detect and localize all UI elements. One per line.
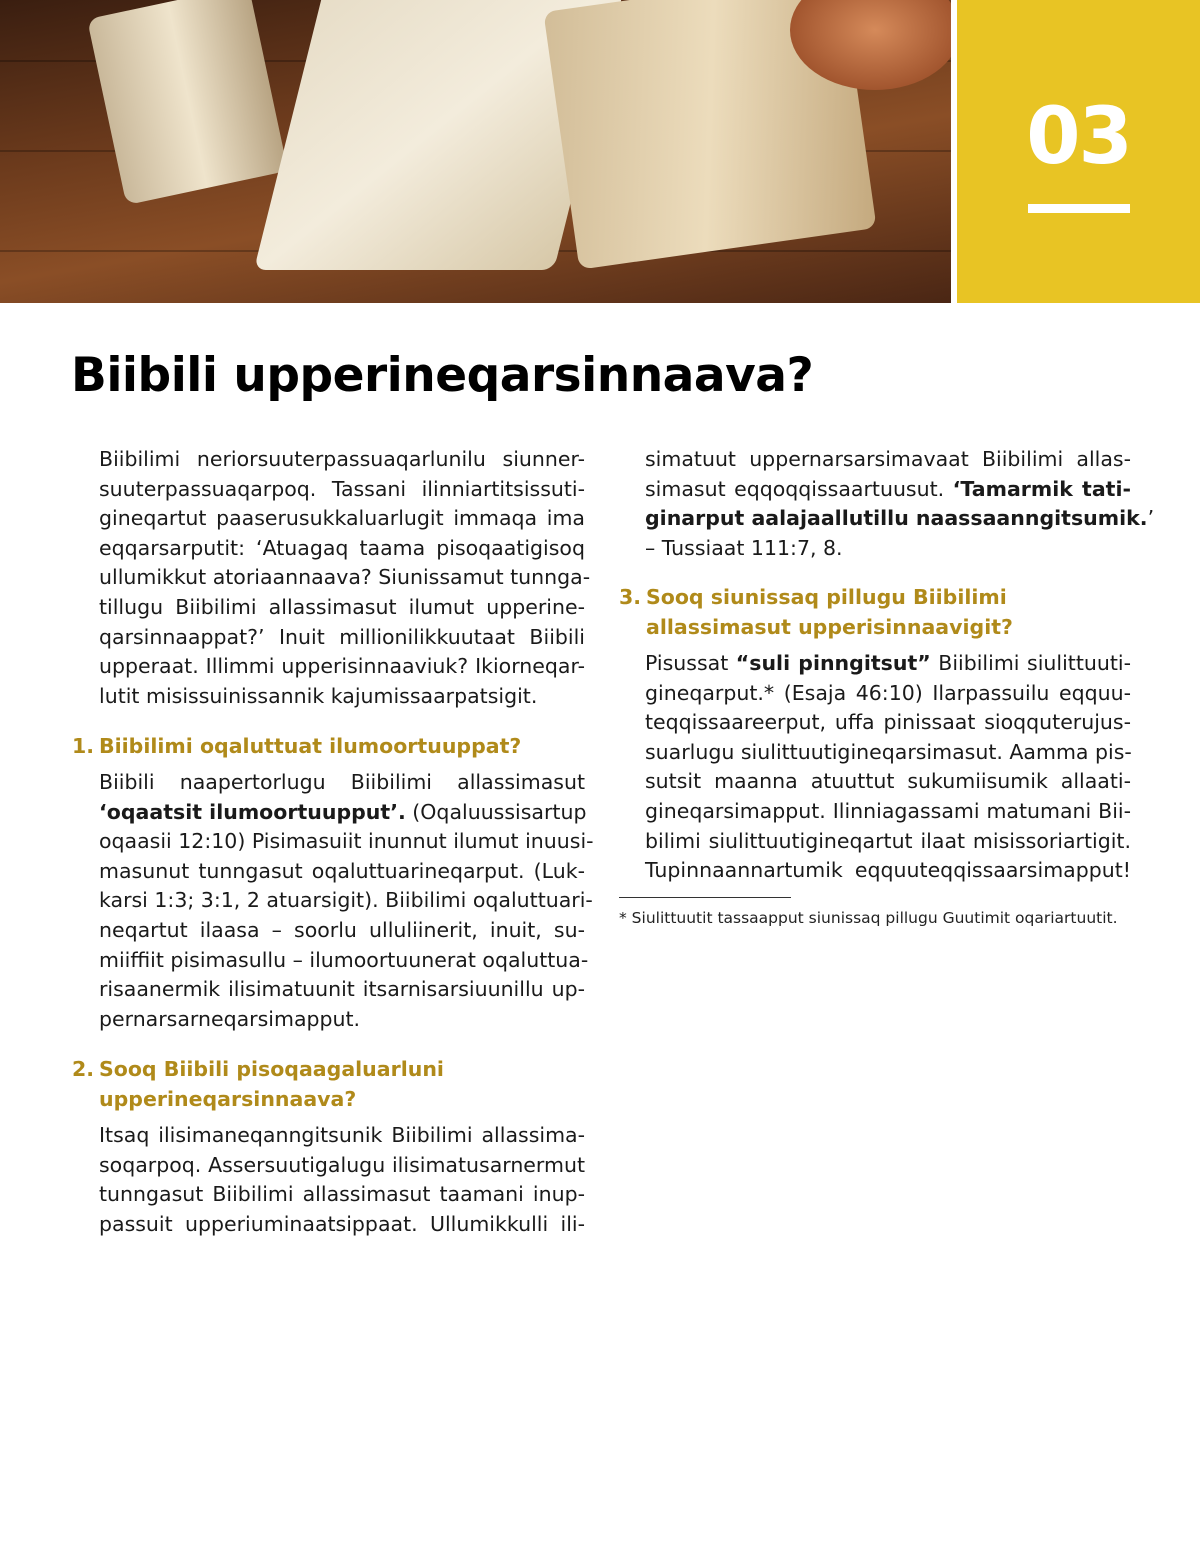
header-image-scrolls xyxy=(0,0,951,303)
intro-paragraph xyxy=(99,445,591,711)
text-line: sutsit maanna atuuttut sukumiisumik allaati- xyxy=(645,769,1131,794)
text-line: pernarsarneqarsimapput. xyxy=(99,1006,361,1031)
question-number: 3. xyxy=(619,585,642,609)
chapter-number: 03 xyxy=(1026,92,1131,182)
text-line: Biibili naapertorlugu Biibilimi allassimasut xyxy=(99,770,585,794)
text-line xyxy=(99,798,585,828)
text-line: gineqarsimapput. Ilinniagassami matumani Bii- xyxy=(645,798,1131,823)
text-line: miiffiit pisimasullu – ilumoortuunerat oqaluttua- xyxy=(99,947,589,972)
text-line: eqqarsarputit: ‘Atuagaq taama pisoqaatigisoq xyxy=(99,535,585,560)
text-line: gineqartut paaserusukkaluarlugit immaqa ima xyxy=(99,506,585,531)
text-line: soqarpoq. Assersuutigalugu ilisimatusarnermut xyxy=(99,1152,585,1177)
question-2-heading xyxy=(72,1054,444,1114)
text-line: ullumikkut atoriaannaava? Siunissamut tunnga- xyxy=(99,565,591,590)
text-line: neqartut ilaasa – soorlu ulluliinerit, inuit, su- xyxy=(99,917,585,942)
section-2-paragraph-continued xyxy=(645,445,1155,563)
text-line xyxy=(645,649,1131,679)
question-1-heading xyxy=(72,731,522,761)
text-line: oqaasii 12:10) Pisimasuiit inunnut ilumut inuusi- xyxy=(99,829,594,854)
text-line: Itsaq ilisimaneqanngitsunik Biibilimi allassima- xyxy=(99,1123,585,1147)
text-line: karsi 1:3; 3:1, 2 atuarsigit). Biibilimi oqaluttuari- xyxy=(99,888,593,913)
text-segment: (Oqaluussisartup xyxy=(405,799,587,824)
section-2-paragraph xyxy=(99,1121,585,1239)
text-line: lutit misissuinissannik kajumissaarpatsigit. xyxy=(99,683,538,708)
question-text: allassimasut upperisinnaavigit? xyxy=(646,615,1013,639)
text-line: suarlugu siulittuutigineqarsimasut. Aamma pis- xyxy=(645,739,1132,764)
emphasized-text: ‘oqaatsit ilumoortuupput’. xyxy=(99,799,406,824)
text-line xyxy=(645,475,1131,505)
footnote-divider xyxy=(619,897,791,898)
text-line: passuit upperiuminaatsippaat. Ullumikkulli ili- xyxy=(99,1211,585,1236)
text-line: Biibilimi neriorsuuterpassuaqarlunilu siunner- xyxy=(99,447,585,471)
footnote: * Siulittuutit tassaapput siunissaq pillugu Guutimit oqariartuutit. xyxy=(619,909,1118,927)
chapter-badge xyxy=(957,0,1200,303)
text-line: masunut tunngasut oqaluttuarineqarput. (Luk- xyxy=(99,858,585,883)
section-3-paragraph xyxy=(645,649,1131,886)
text-segment: Biibilimi siulittuuti- xyxy=(930,651,1131,675)
text-line: upperaat. Illimmi upperisinnaaviuk? Ikiorneqar- xyxy=(99,654,585,679)
question-text: upperineqarsinnaava? xyxy=(99,1087,357,1111)
question-number: 1. xyxy=(72,734,95,758)
section-1-paragraph xyxy=(99,768,594,1034)
question-number: 2. xyxy=(72,1057,95,1081)
question-text: Sooq siunissaq pillugu Biibilimi xyxy=(646,585,1007,609)
text-segment: Pisussat xyxy=(645,651,736,675)
text-line: teqqissaareerput, uffa pinissaat sioqquterujus- xyxy=(645,710,1131,735)
text-line: risaanermik ilisimatuunit itsarnisarsiuunillu up- xyxy=(99,977,585,1002)
question-3-heading xyxy=(619,582,1013,642)
text-line: suuterpassuaqarpoq. Tassani ilinniartitsissuti- xyxy=(99,476,585,501)
text-line: gineqarput.* (Esaja 46:10) Ilarpassuilu eqquu- xyxy=(645,680,1131,705)
text-line: Tupinnaannartumik eqquuteqqissaarsimapput! xyxy=(645,858,1131,883)
text-segment: ’ xyxy=(1147,506,1155,531)
text-line: – Tussiaat 111:7, 8. xyxy=(645,535,843,560)
emphasized-text: “suli pinngitsut” xyxy=(735,651,931,675)
rolled-scroll-left xyxy=(87,0,288,205)
emphasized-text: ginarput aalajaallutillu naassaanngitsumik. xyxy=(645,506,1148,531)
text-line xyxy=(645,504,1155,534)
text-line: bilimi siulittuutigineqartut ilaat misissoriartigit. xyxy=(645,828,1131,853)
text-line: tunngasut Biibilimi allassimasut taamani inup- xyxy=(99,1182,585,1207)
text-line: simatuut uppernarsarsimavaat Biibilimi allas- xyxy=(645,447,1131,471)
page-title: Biibili upperineqarsinnaava? xyxy=(71,348,814,403)
question-text: Biibilimi oqaluttuat ilumoortuuppat? xyxy=(99,734,522,758)
chapter-underline xyxy=(1028,204,1130,213)
text-line: tillugu Biibilimi allassimasut ilumut upperine- xyxy=(99,594,585,619)
text-line: qarsinnaappat?’ Inuit millionilikkuutaat Biibili xyxy=(99,624,585,649)
text-segment: simasut eqqoqqissaartuusut. xyxy=(645,476,953,501)
question-text: Sooq Biibili pisoqaagaluarluni xyxy=(99,1057,444,1081)
emphasized-text: ‘Tamarmik tati- xyxy=(952,476,1131,501)
